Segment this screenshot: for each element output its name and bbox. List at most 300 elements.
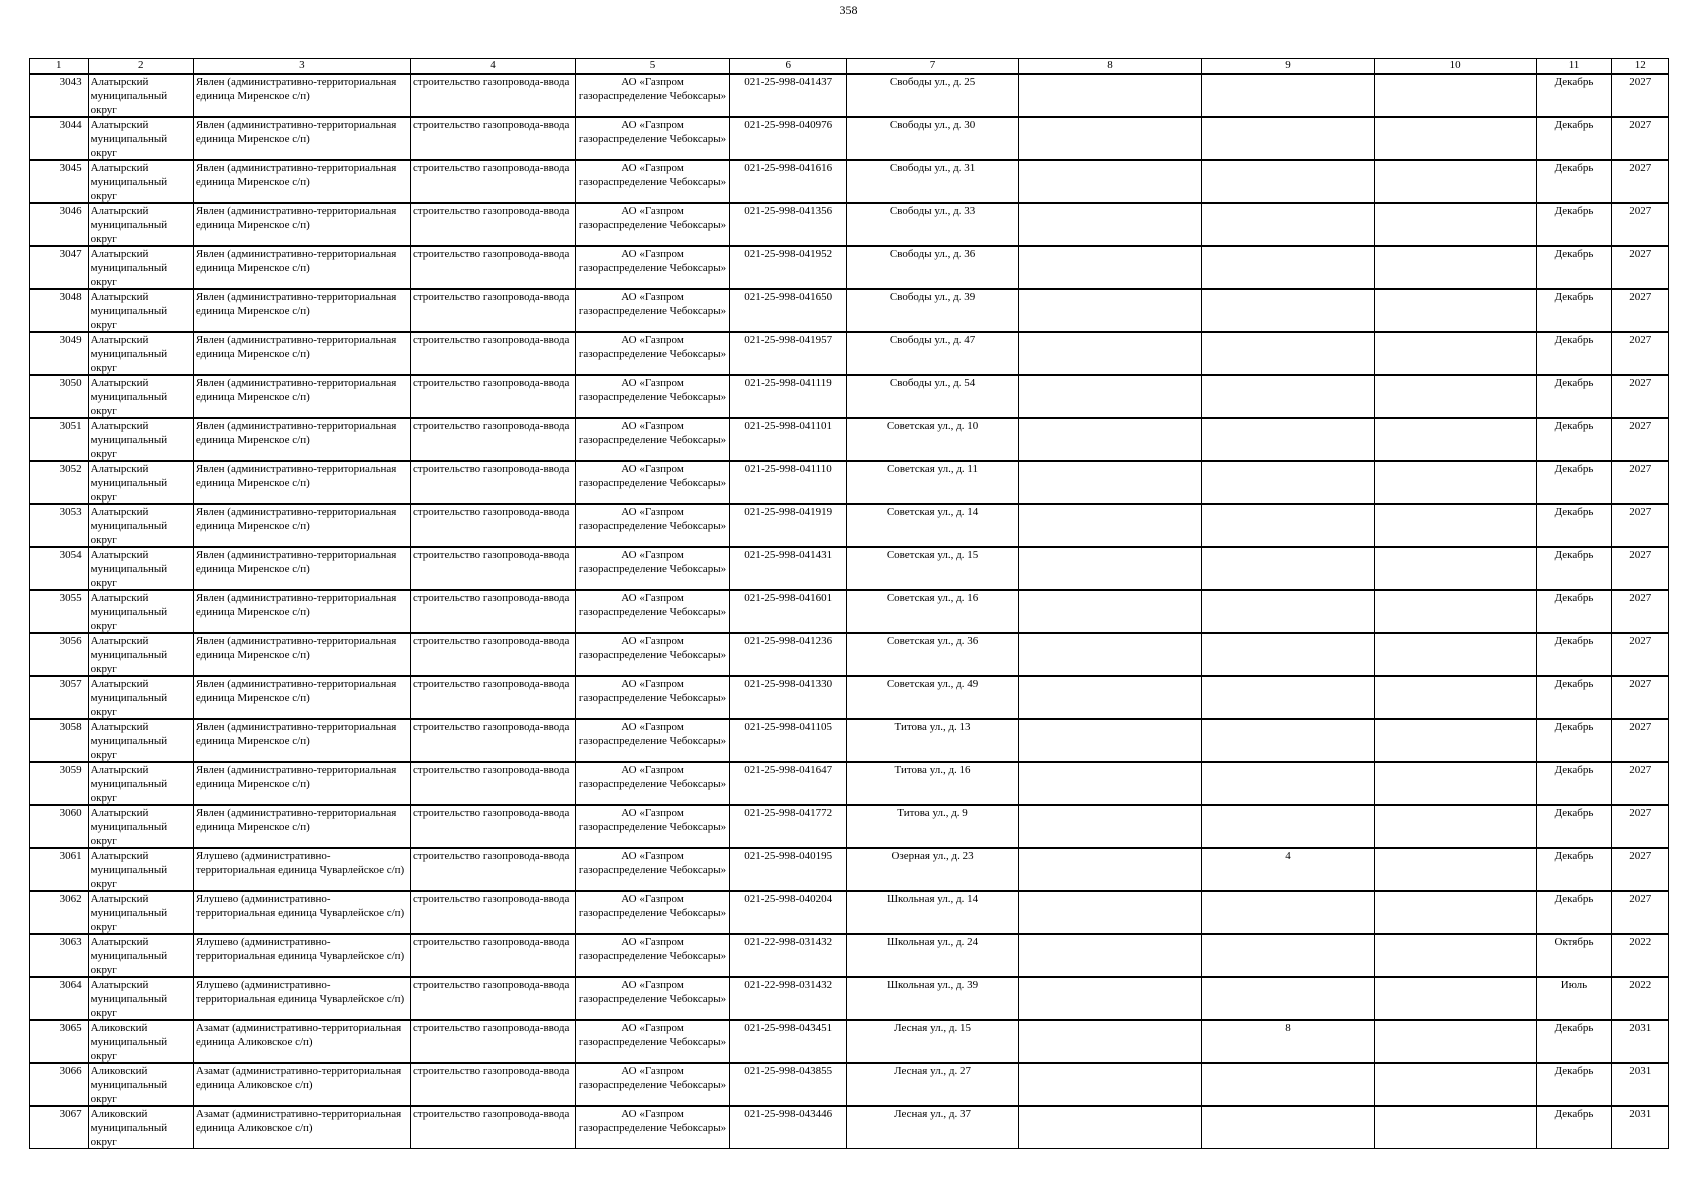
table-body [30,74,1669,1149]
object-code-cell-text: 021-25-998-041330 [744,678,833,690]
month-cell-text: Декабрь [1554,463,1594,475]
column-9-cell [1202,160,1375,203]
row-number-text: 3052 [59,463,82,475]
row-number-text: 3043 [59,76,82,88]
column-8-cell [1018,547,1201,590]
organization-cell [575,891,729,934]
work-type-cell [410,418,575,461]
month-cell-text: Декабрь [1554,1065,1594,1077]
object-code-cell [730,805,847,848]
work-type-cell [410,633,575,676]
district-cell [88,246,193,289]
work-type-cell [410,461,575,504]
settlement-cell-text: Азамат (административно-территориальная единица Аликовское с/п) [195,1065,402,1091]
organization-cell [575,590,729,633]
year-cell [1612,1106,1669,1149]
year-cell [1612,805,1669,848]
column-10-cell [1374,719,1536,762]
address-cell-text: Титова ул., д. 16 [894,764,971,776]
column-9-cell [1202,418,1375,461]
column-9-cell [1202,1063,1375,1106]
work-type-cell-text: строительство газопровода-ввода [412,1108,570,1120]
row-number-text: 3060 [59,807,82,819]
object-code-cell [730,590,847,633]
district-cell [88,418,193,461]
column-header-3: 3 [193,59,410,75]
object-code-cell [730,934,847,977]
work-type-cell-text: строительство газопровода-ввода [412,549,570,561]
column-8-cell [1018,461,1201,504]
year-cell-text: 2027 [1629,334,1652,346]
address-cell-text: Советская ул., д. 36 [886,635,979,647]
address-cell-text: Советская ул., д. 16 [886,592,979,604]
object-code-cell [730,848,847,891]
address-cell-text: Титова ул., д. 13 [894,721,971,733]
column-8-cell [1018,848,1201,891]
year-cell [1612,934,1669,977]
organization-cell-text: АО «Газпром газораспределение Чебоксары» [578,291,727,317]
work-type-cell [410,934,575,977]
month-cell [1536,1020,1612,1063]
year-cell [1612,848,1669,891]
settlement-cell-text: Ялушево (административно-территориальная единица Чуварлейское с/п) [195,979,405,1005]
object-code-cell [730,676,847,719]
district-cell [88,633,193,676]
month-cell-text: Декабрь [1554,893,1594,905]
work-type-cell [410,547,575,590]
year-cell [1612,246,1669,289]
year-cell [1612,418,1669,461]
district-cell-text: Алатырский муниципальный округ [90,248,168,288]
object-code-cell [730,1063,847,1106]
row-number [30,461,89,504]
object-code-cell-text: 021-22-998-031432 [744,979,833,991]
district-cell [88,332,193,375]
work-type-cell-text: строительство газопровода-ввода [412,850,570,862]
month-cell-text: Декабрь [1554,635,1594,647]
year-cell [1612,504,1669,547]
year-cell [1612,762,1669,805]
column-9-cell [1202,676,1375,719]
settlement-cell-text: Явлен (административно-территориальная единица Миренское с/п) [195,807,397,833]
district-cell-text: Алатырский муниципальный округ [90,850,168,890]
work-type-cell [410,676,575,719]
address-cell [847,848,1018,891]
row-number [30,762,89,805]
column-9-cell [1202,289,1375,332]
column-10-cell [1374,762,1536,805]
settlement-cell-text: Ялушево (административно-территориальная единица Чуварлейское с/п) [195,850,405,876]
object-code-cell [730,762,847,805]
row-number-text: 3067 [59,1108,82,1120]
row-number [30,1020,89,1063]
address-cell-text: Свободы ул., д. 36 [889,248,976,260]
column-header-4: 4 [410,59,575,75]
work-type-cell-text: строительство газопровода-ввода [412,377,570,389]
year-cell-text: 2027 [1629,76,1652,88]
organization-cell-text: АО «Газпром газораспределение Чебоксары» [578,205,727,231]
year-cell [1612,633,1669,676]
column-header-9: 9 [1202,59,1375,75]
work-type-cell-text: строительство газопровода-ввода [412,463,570,475]
column-10-cell [1374,805,1536,848]
column-header-7: 7 [847,59,1018,75]
district-cell-text: Алатырский муниципальный округ [90,463,168,503]
address-cell-text: Озерная ул., д. 23 [891,850,974,862]
organization-cell-text: АО «Газпром газораспределение Чебоксары» [578,893,727,919]
month-cell [1536,203,1612,246]
organization-cell [575,1106,729,1149]
address-cell [847,977,1018,1020]
column-header-1: 1 [30,59,89,75]
column-9-cell [1202,332,1375,375]
month-cell [1536,934,1612,977]
district-cell-text: Алатырский муниципальный округ [90,678,168,718]
table-row [30,289,1669,332]
district-cell [88,719,193,762]
row-number [30,203,89,246]
district-cell-text: Алатырский муниципальный округ [90,420,168,460]
work-type-cell-text: строительство газопровода-ввода [412,807,570,819]
address-cell-text: Свободы ул., д. 33 [889,205,976,217]
object-code-cell-text: 021-25-998-041101 [744,420,832,432]
object-code-cell [730,1106,847,1149]
work-type-cell-text: строительство газопровода-ввода [412,506,570,518]
row-number-text: 3057 [59,678,82,690]
organization-cell [575,977,729,1020]
object-code-cell [730,977,847,1020]
address-cell-text: Свободы ул., д. 39 [889,291,976,303]
settlement-cell [193,418,410,461]
object-code-cell [730,504,847,547]
object-code-cell-text: 021-25-998-041437 [744,76,833,88]
object-code-cell-text: 021-25-998-041957 [744,334,833,346]
settlement-cell [193,633,410,676]
column-9-cell [1202,375,1375,418]
year-cell-text: 2027 [1629,893,1652,905]
object-code-cell [730,375,847,418]
row-number [30,848,89,891]
table-header [30,59,1669,75]
column-10-cell [1374,977,1536,1020]
settlement-cell-text: Явлен (административно-территориальная единица Миренское с/п) [195,76,397,102]
column-9-cell-text: 4 [1285,850,1291,862]
row-number [30,547,89,590]
year-cell [1612,160,1669,203]
organization-cell-text: АО «Газпром газораспределение Чебоксары» [578,1022,727,1048]
work-type-cell [410,1020,575,1063]
month-cell-text: Декабрь [1554,377,1594,389]
address-cell-text: Советская ул., д. 10 [886,420,979,432]
column-10-cell [1374,461,1536,504]
address-cell [847,934,1018,977]
district-cell [88,977,193,1020]
address-cell-text: Свободы ул., д. 30 [889,119,976,131]
organization-cell-text: АО «Газпром газораспределение Чебоксары» [578,76,727,102]
organization-cell-text: АО «Газпром газораспределение Чебоксары» [578,334,727,360]
settlement-cell-text: Явлен (административно-территориальная единица Миренское с/п) [195,463,397,489]
table-row [30,504,1669,547]
year-cell-text: 2027 [1629,377,1652,389]
table-row [30,848,1669,891]
object-code-cell [730,203,847,246]
work-type-cell [410,805,575,848]
organization-cell [575,719,729,762]
column-8-cell [1018,117,1201,160]
registry-table [29,58,1669,1149]
month-cell-text: Декабрь [1554,506,1594,518]
row-number-text: 3053 [59,506,82,518]
month-cell [1536,762,1612,805]
settlement-cell [193,332,410,375]
district-cell-text: Алатырский муниципальный округ [90,334,168,374]
organization-cell [575,160,729,203]
month-cell [1536,848,1612,891]
year-cell-text: 2027 [1629,721,1652,733]
column-10-cell [1374,246,1536,289]
table-row [30,547,1669,590]
year-cell [1612,719,1669,762]
organization-cell [575,74,729,117]
row-number-text: 3066 [59,1065,82,1077]
year-cell-text: 2027 [1629,119,1652,131]
year-cell [1612,977,1669,1020]
district-cell-text: Алатырский муниципальный округ [90,936,168,976]
year-cell [1612,891,1669,934]
row-number-text: 3044 [59,119,82,131]
organization-cell [575,934,729,977]
object-code-cell-text: 021-25-998-041650 [744,291,833,303]
column-8-cell [1018,160,1201,203]
page-number: 358 [839,3,858,17]
column-10-cell [1374,1020,1536,1063]
month-cell-text: Декабрь [1554,678,1594,690]
settlement-cell-text: Ялушево (административно-территориальная единица Чуварлейское с/п) [195,893,405,919]
object-code-cell [730,160,847,203]
work-type-cell [410,246,575,289]
address-cell [847,676,1018,719]
column-10-cell [1374,203,1536,246]
table-row [30,1063,1669,1106]
object-code-cell-text: 021-25-998-043446 [744,1108,833,1120]
column-10-cell [1374,891,1536,934]
settlement-cell [193,1106,410,1149]
column-10-cell [1374,1106,1536,1149]
settlement-cell [193,1020,410,1063]
district-cell-text: Алатырский муниципальный округ [90,592,168,632]
settlement-cell-text: Явлен (административно-территориальная единица Миренское с/п) [195,635,397,661]
address-cell-text: Школьная ул., д. 24 [886,936,979,948]
column-9-cell [1202,848,1375,891]
address-cell [847,203,1018,246]
column-9-cell [1202,74,1375,117]
column-8-cell [1018,203,1201,246]
work-type-cell [410,74,575,117]
object-code-cell-text: 021-25-998-040976 [744,119,833,131]
work-type-cell [410,117,575,160]
row-number-text: 3059 [59,764,82,776]
object-code-cell-text: 021-25-998-043451 [744,1022,833,1034]
settlement-cell-text: Явлен (административно-территориальная единица Миренское с/п) [195,721,397,747]
column-9-cell [1202,719,1375,762]
settlement-cell-text: Явлен (административно-территориальная единица Миренское с/п) [195,205,397,231]
row-number [30,633,89,676]
month-cell-text: Декабрь [1554,119,1594,131]
organization-cell-text: АО «Газпром газораспределение Чебоксары» [578,850,727,876]
column-9-cell-text: 8 [1285,1022,1291,1034]
settlement-cell-text: Явлен (административно-территориальная единица Миренское с/п) [195,549,397,575]
district-cell [88,547,193,590]
year-cell-text: 2022 [1629,936,1652,948]
address-cell-text: Лесная ул., д. 27 [894,1065,971,1077]
year-cell-text: 2027 [1629,248,1652,260]
column-10-cell [1374,375,1536,418]
year-cell-text: 2027 [1629,420,1652,432]
address-cell-text: Свободы ул., д. 54 [889,377,976,389]
month-cell-text: Декабрь [1554,162,1594,174]
organization-cell-text: АО «Газпром газораспределение Чебоксары» [578,162,727,188]
address-cell [847,117,1018,160]
settlement-cell-text: Явлен (административно-территориальная единица Миренское с/п) [195,506,397,532]
month-cell [1536,633,1612,676]
work-type-cell-text: строительство газопровода-ввода [412,979,570,991]
object-code-cell [730,74,847,117]
column-header-10: 10 [1374,59,1536,75]
address-cell [847,1063,1018,1106]
work-type-cell [410,504,575,547]
table-row [30,805,1669,848]
month-cell-text: Декабрь [1554,291,1594,303]
row-number [30,1106,89,1149]
object-code-cell [730,719,847,762]
district-cell [88,1020,193,1063]
month-cell-text: Декабрь [1554,592,1594,604]
year-cell-text: 2027 [1629,162,1652,174]
month-cell-text: Декабрь [1554,721,1594,733]
column-9-cell [1202,547,1375,590]
work-type-cell-text: строительство газопровода-ввода [412,334,570,346]
month-cell [1536,719,1612,762]
table-row [30,332,1669,375]
work-type-cell [410,762,575,805]
organization-cell [575,332,729,375]
row-number [30,332,89,375]
work-type-cell-text: строительство газопровода-ввода [412,1065,570,1077]
work-type-cell [410,332,575,375]
settlement-cell-text: Явлен (административно-территориальная единица Миренское с/п) [195,377,397,403]
organization-cell [575,762,729,805]
table-row [30,203,1669,246]
column-8-cell [1018,762,1201,805]
row-number [30,590,89,633]
column-10-cell [1374,590,1536,633]
column-header-6: 6 [730,59,847,75]
column-header-5: 5 [575,59,729,75]
row-number [30,74,89,117]
settlement-cell [193,289,410,332]
address-cell [847,762,1018,805]
district-cell-text: Алатырский муниципальный округ [90,119,168,159]
column-10-cell [1374,289,1536,332]
organization-cell [575,504,729,547]
address-cell-text: Советская ул., д. 11 [887,463,979,475]
row-number-text: 3061 [59,850,82,862]
column-8-cell [1018,1106,1201,1149]
district-cell [88,375,193,418]
district-cell-text: Алатырский муниципальный округ [90,764,168,804]
month-cell [1536,504,1612,547]
month-cell-text: Декабрь [1554,205,1594,217]
work-type-cell-text: строительство газопровода-ввода [412,678,570,690]
work-type-cell [410,160,575,203]
organization-cell-text: АО «Газпром газораспределение Чебоксары» [578,635,727,661]
row-number-text: 3062 [59,893,82,905]
work-type-cell [410,848,575,891]
row-number-text: 3051 [59,420,82,432]
row-number-text: 3063 [59,936,82,948]
settlement-cell [193,160,410,203]
month-cell-text: Декабрь [1554,1108,1594,1120]
address-cell [847,246,1018,289]
district-cell-text: Аликовский муниципальный округ [90,1065,168,1105]
organization-cell [575,1063,729,1106]
address-cell-text: Свободы ул., д. 47 [889,334,976,346]
month-cell [1536,891,1612,934]
object-code-cell-text: 021-25-998-041356 [744,205,833,217]
object-code-cell-text: 021-25-998-041919 [744,506,833,518]
work-type-cell-text: строительство газопровода-ввода [412,76,570,88]
organization-cell-text: АО «Газпром газораспределение Чебоксары» [578,377,727,403]
object-code-cell [730,633,847,676]
settlement-cell [193,246,410,289]
year-cell [1612,289,1669,332]
district-cell-text: Алатырский муниципальный округ [90,205,168,245]
year-cell [1612,332,1669,375]
settlement-cell [193,375,410,418]
month-cell [1536,1063,1612,1106]
row-number-text: 3054 [59,549,82,561]
column-header-12: 12 [1612,59,1669,75]
organization-cell-text: АО «Газпром газораспределение Чебоксары» [578,936,727,962]
column-10-cell [1374,633,1536,676]
year-cell-text: 2027 [1629,678,1652,690]
work-type-cell [410,203,575,246]
object-code-cell-text: 021-25-998-041616 [744,162,833,174]
district-cell [88,504,193,547]
column-10-cell [1374,547,1536,590]
object-code-cell [730,418,847,461]
table-row [30,1020,1669,1063]
year-cell-text: 2031 [1629,1065,1652,1077]
year-cell [1612,203,1669,246]
column-9-cell [1202,117,1375,160]
table-row [30,977,1669,1020]
district-cell [88,805,193,848]
organization-cell [575,246,729,289]
settlement-cell [193,848,410,891]
organization-cell [575,289,729,332]
year-cell-text: 2027 [1629,635,1652,647]
settlement-cell-text: Азамат (административно-территориальная единица Аликовское с/п) [195,1022,402,1048]
row-number [30,977,89,1020]
address-cell [847,504,1018,547]
address-cell [847,805,1018,848]
organization-cell [575,375,729,418]
column-10-cell [1374,848,1536,891]
month-cell-text: Декабрь [1554,549,1594,561]
column-8-cell [1018,332,1201,375]
column-9-cell [1202,934,1375,977]
